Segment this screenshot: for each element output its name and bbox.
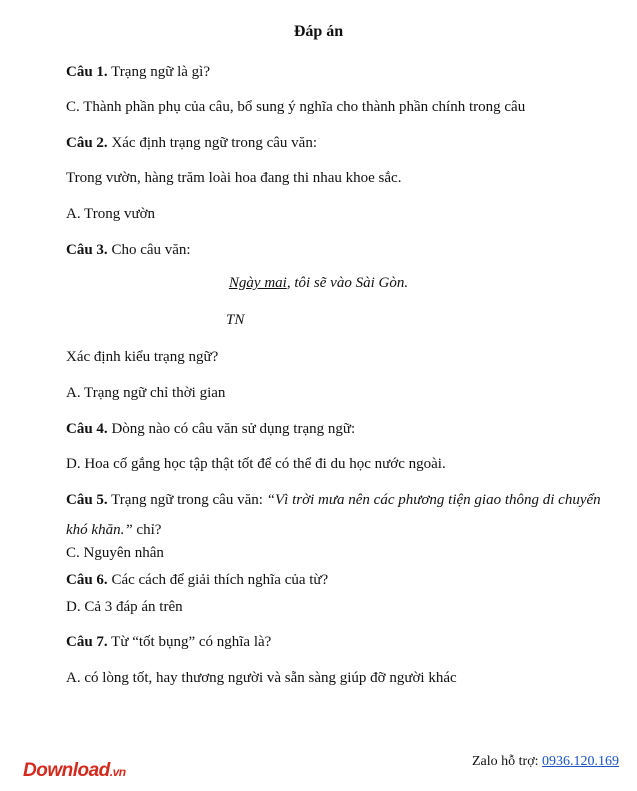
- answer-4: D. Hoa cố gắng học tập thật tốt để có thể đi du học nước ngoài.: [66, 456, 446, 472]
- support-phone-link[interactable]: 0936.120.169: [542, 754, 619, 769]
- answer-3: A. Trạng ngữ chỉ thời gian: [66, 385, 226, 401]
- quoted-sentence: “Vì trời mưa nên các phương tiện giao thông di chuyển khó khăn.”: [66, 492, 601, 538]
- example-sentence-3: [0, 275, 637, 292]
- question-text: Xác định trạng ngữ trong câu văn:: [107, 135, 318, 151]
- question-4: [66, 419, 355, 439]
- question-label: Câu 5.: [66, 492, 108, 508]
- question-text: Trạng ngữ trong câu văn:: [107, 492, 267, 508]
- page-title: Đáp án: [293, 23, 344, 40]
- question-label: Câu 2.: [66, 135, 108, 151]
- zalo-support: [472, 754, 619, 770]
- question-3: [66, 240, 191, 260]
- question-text: Từ “tốt bụng” có nghĩa là?: [107, 634, 272, 650]
- answer-1: C. Thành phần phụ của câu, bổ sung ý nghĩa cho thành phần chính trong câu: [66, 99, 526, 115]
- question-text: Trạng ngữ là gì?: [107, 64, 210, 80]
- logo-text: Download: [23, 760, 110, 781]
- question-label: Câu 3.: [66, 242, 108, 258]
- underlined-adverbial: Ngày mai: [228, 275, 287, 291]
- support-label: Zalo hỗ trợ:: [472, 754, 542, 769]
- followup-3: Xác định kiểu trạng ngữ?: [66, 349, 219, 365]
- example-sentence-2: Trong vườn, hàng trăm loài hoa đang thi nhau khoe sắc.: [66, 170, 402, 186]
- question-suffix: chỉ?: [132, 522, 162, 538]
- question-label: Câu 7.: [66, 634, 108, 650]
- question-5: [66, 485, 626, 545]
- question-text: Cho câu văn:: [107, 242, 191, 258]
- question-text: Dòng nào có câu văn sử dụng trạng ngữ:: [107, 421, 356, 437]
- question-text: Các cách để giải thích nghĩa của từ?: [107, 572, 329, 588]
- question-label: Câu 1.: [66, 64, 108, 80]
- question-7: [66, 632, 271, 652]
- question-2: [66, 133, 317, 153]
- sentence-rest: , tôi sẽ vào Sài Gòn.: [286, 275, 409, 291]
- answer-2: A. Trong vườn: [66, 206, 156, 222]
- logo-suffix: .vn: [109, 765, 126, 779]
- question-1: [66, 62, 210, 82]
- tn-tag: TN: [226, 312, 245, 328]
- question-6: [66, 570, 328, 590]
- download-logo[interactable]: [23, 760, 126, 782]
- question-label: Câu 4.: [66, 421, 108, 437]
- answer-6: D. Cả 3 đáp án trên: [66, 599, 183, 615]
- answer-5: C. Nguyên nhân: [66, 545, 164, 561]
- question-label: Câu 6.: [66, 572, 108, 588]
- answer-7: A. có lòng tốt, hay thương người và sẵn sàng giúp đỡ người khác: [66, 670, 457, 686]
